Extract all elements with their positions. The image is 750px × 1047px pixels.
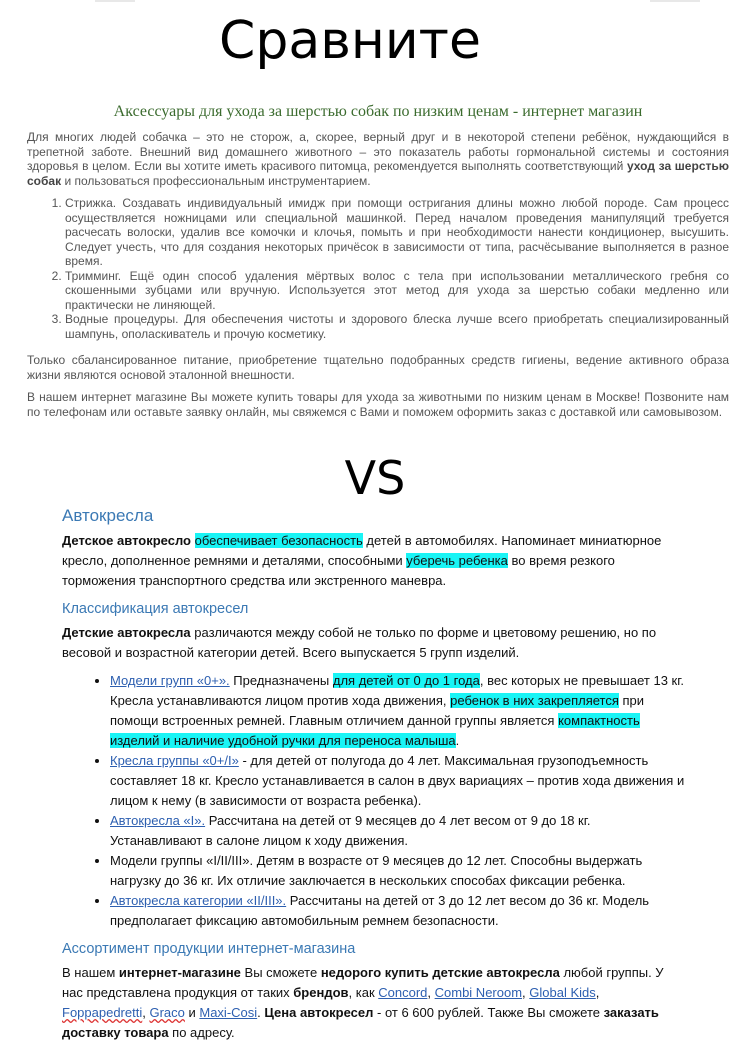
article-car-seats [62, 505, 686, 1047]
group-0-1-link[interactable]: Кресла группы «0+/I» [110, 753, 239, 768]
shop-paragraph: В нашем интернет магазине Вы можете купить товары для ухода за животными по низким ценам в Москве! Позвоните нам по телефонам или оставьте заявку онлайн, мы свяжемся с Вами и поможем оформить заказ с доставкой или самовывозом. [27, 390, 729, 419]
list-item: • Модели группы «I/II/III». Детям в возрасте от 9 месяцев до 12 лет. Способны выдержать нагрузку до 36 кг. Их отличие заключается в нескольких способах фиксации ребенка. [110, 851, 686, 891]
brand-link-graco[interactable]: Graco [149, 1005, 185, 1020]
versus-label: VS [344, 451, 406, 505]
list-item: 3. Водные процедуры. Для обеспечения чистоты и здорового блеска лучше всего приобретать специализированный шампунь, ополаскиватель и прочую косметику. [65, 312, 729, 341]
list-item: 1. Стрижка. Создавать индивидуальный имидж при помощи остригания длины можно любой породе. Сам процесс осуществляется ножницами или специальной машинкой. Перед началом проведения манипуляций требуется расчесать волоски, удалив все комочки и клочья, помыть и при необходимости нанести кондиционер, высушить. Следует учесть, что для создания некоторых причёсок в зависимости от типа, расчёсывание выполняется в разное время. [65, 196, 729, 269]
brand-link-foppapedretti[interactable]: Foppapedretti [62, 1005, 143, 1020]
section-title-assortment: Ассортимент продукции интернет-магазина [62, 941, 356, 957]
brand-link-global-kids[interactable]: Global Kids [529, 985, 596, 1000]
list-item: • Кресла группы «0+/I» - для детей от полугода до 4 лет. Максимальная грузоподъемность составляет 18 кг. Кресло устанавливается в салон в двух вариациях – против хода движения и лицом к нему (в зависимости от возраста ребенка). [110, 751, 686, 811]
article-title: Аксессуары для ухода за шерстью собак по низким ценам - интернет магазин [113, 103, 643, 120]
list-item: • Автокресла «I». Рассчитана на детей от 9 месяцев до 4 лет весом от 9 до 18 кг. Устанавливают в салоне лицом к ходу движения. [110, 811, 686, 851]
intro-paragraph: Детское автокресло обеспечивает безопасность детей в автомобилях. Напоминает миниатюрное кресло, дополненное ремнями и деталями, способными уберечь ребенка во время резкого торможения транспортного средства или экстренного маневра. [62, 533, 662, 588]
list-item: • Модели групп «0+». Предназначены для детей от 0 до 1 года, вес которых не превышает 13 кг. Кресла устанавливаются лицом против хода движения, ребенок в них закрепляется при помощи встроенных ремней. Главным отличием данной группы является компактность изделий и наличие удобной ручки для переноса малыша. [110, 671, 686, 751]
list-item: 2. Тримминг. Ещё один способ удаления мёртвых волос с тела при использовании металлического гребня со скошенными зубцами или вручную. Используется этот метод для ухода за шерстью собаки медленно или практически не линяющей. [65, 269, 729, 313]
compare-heading: Сравните [219, 11, 481, 71]
brand-link-combi-neroom[interactable]: Combi Neroom [434, 985, 523, 1000]
top-edge-line [650, 0, 700, 2]
group-0-link[interactable]: Модели групп «0+». [110, 673, 230, 688]
intro-paragraph: Для многих людей собачка – это не сторож, а, скорее, верный друг и в некоторой степени ребёнок, нуждающийся в трепетной заботе. Внешний вид домашнего животного – это показатель работы гормональной системы и состояния здоровья в целом. Если вы хотите иметь красивого питомца, рекомендуется выполнять соответствующий уход за шерстью собак и пользоваться профессиональным инструментарием. [27, 130, 729, 188]
nutrition-paragraph: Только сбалансированное питание, приобретение тщательно подобранных средств гигиены, ведение активного образа жизни являются основой эталонной внешности. [27, 353, 729, 382]
groups-list [62, 671, 686, 931]
top-edge-line [95, 0, 135, 2]
classification-paragraph: Детские автокресла различаются между собой не только по форме и цветовому решению, но по весовой и возрастной категории детей. Всего выпускается 5 групп изделий. [62, 625, 657, 660]
group-1-link[interactable]: Автокресла «I». [110, 813, 206, 828]
article-dog-grooming [27, 102, 729, 427]
group-2-3-link[interactable]: Автокресла категории «II/III». [110, 893, 287, 908]
grooming-list [27, 196, 729, 341]
list-item: • Автокресла категории «II/III». Рассчитаны на детей от 3 до 12 лет весом до 36 кг. Модель предполагает фиксацию автомобильным ремнем безопасности. [110, 891, 686, 931]
brand-link-concord[interactable]: Concord [378, 985, 428, 1000]
section-title-autochairs: Автокресла [62, 506, 154, 525]
brand-link-maxi-cosi[interactable]: Maxi-Cosi [199, 1005, 258, 1020]
assortment-paragraph: В нашем интернет-магазине Вы сможете недорого купить детские автокресла любой группы. У нас представлена продукция от таких брендов, как Concord, Combi Neroom, Global Kids, Foppapedretti, Graco и Maxi-Cosi. Цена автокресел - от 6 600 рублей. Также Вы сможете заказать доставку товара по адресу. [62, 965, 664, 1040]
section-title-classification: Классификация автокресел [62, 601, 249, 617]
